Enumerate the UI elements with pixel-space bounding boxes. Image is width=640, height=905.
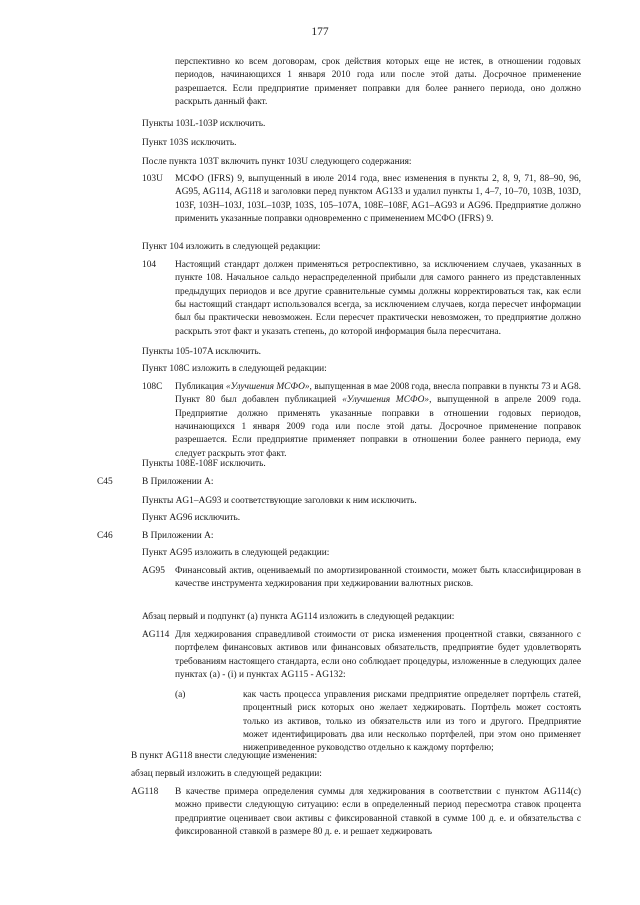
paragraph-label: 103U: [142, 174, 163, 184]
section-label: C45: [97, 477, 113, 487]
subparagraph-text: как часть процесса управления рисками предприятие определяет портфель статей, процентный риск которых оно желает хеджировать. Портфель может состоять только из активов, только из обязательств или из того и другого. Предприятие может идентифицировать два или несколько портфелей, при этом оно применяет нижеприведенное руководство отдельно к каждому портфелю;: [243, 690, 581, 754]
paragraph-label: 108C: [142, 382, 163, 392]
instruction-insert-103U: После пункта 103T включить пункт 103U следующего содержания:: [142, 157, 412, 167]
instruction-delete-103L-103P: Пункты 103L-103P исключить.: [142, 119, 266, 129]
section-text: В Приложении А:: [142, 477, 214, 487]
paragraph-continuation: перспективно ко всем договорам, срок действия которых еще не истек, в отношении годовых периодов, начинающихся 1 января 2010 года или после этой даты. Досрочное применение разрешается. Если предприятие применяет поправки для более раннего периода, оно должно раскрыть данный факт.: [175, 57, 581, 108]
paragraph-text: Финансовый актив, оцениваемый по амортизированной стоимости, может быть классифицирован в качестве инструмента хеджирования при хеджировании валютных рисков.: [175, 566, 581, 590]
instruction-delete-105-107A: Пункты 105-107A исключить.: [142, 347, 261, 357]
instruction-delete-103S: Пункт 103S исключить.: [142, 138, 237, 148]
instruction-delete-AG96: Пункт AG96 исключить.: [142, 513, 241, 523]
page-number: 177: [311, 26, 329, 38]
paragraph-text: МСФО (IFRS) 9, выпущенный в июле 2014 года, внес изменения в пункты 2, 8, 9, 71, 88–90, 96, AG95, AG114, AG118 и заголовки перед пунктом AG133 и удалил пункты 1, 4–7, 10–70, 103B, 103D, 103F, 103H–103J, 103L–103P, 103S, 105–107A, 108E–108F, AG1–AG93 и AG96. Предприятие должно применить указанные поправки одновременно с применением МСФО (IFRS) 9.: [175, 174, 581, 225]
subparagraph-label: (a): [175, 690, 186, 700]
paragraph-label: AG95: [142, 566, 165, 576]
instruction-AG95: Пункт AG95 изложить в следующей редакции:: [142, 548, 330, 558]
paragraph-text: Публикация «Улучшения МСФО», выпущенная в мае 2008 года, внесла поправки в пункты 73 и AG8. Пункт 80 был добавлен публикацией «Улучшения МСФО», выпущенной в апреле 2009 года. Предприятие должно применять указанные поправки в отношении годовых периодов, начинающихся 1 января 2009 года или после этой даты. Досрочное применение поправок разрешается. Если предприятие применяет поправки в отношении более раннего периода, ему следует раскрыть этот факт.: [175, 382, 581, 459]
instruction-delete-108E-108F: Пункты 108E-108F исключить.: [142, 459, 266, 469]
instruction-delete-AG1-AG93: Пункты AG1–AG93 и соответствующие заголовки к ним исключить.: [142, 496, 417, 506]
paragraph-label: AG118: [131, 787, 159, 797]
paragraph-text: В качестве примера определения суммы для хеджирования в соответствии с пунктом AG114(c) можно привести следующую ситуацию: если в определенный период пересмотра ставок процента предприятие оценивает свои активы с фиксированной ставкой в сумме 100 д. е. и обязательства с фиксированной ставкой в размере 80 д. е. и решает хеджировать: [175, 787, 581, 838]
section-label: C46: [97, 531, 113, 541]
paragraph-label: 104: [142, 260, 157, 270]
instruction-108C: Пункт 108C изложить в следующей редакции:: [142, 364, 327, 374]
instruction-104: Пункт 104 изложить в следующей редакции:: [142, 242, 321, 252]
paragraph-label: AG114: [142, 630, 170, 640]
instruction-AG118: В пункт AG118 внести следующие изменения:: [131, 751, 318, 761]
section-text: В Приложении А:: [142, 531, 214, 541]
instruction-AG118-first: абзац первый изложить в следующей редакции:: [131, 769, 322, 779]
instruction-AG114: Абзац первый и подпункт (a) пункта AG114 изложить в следующей редакции:: [142, 612, 455, 622]
paragraph-text: Для хеджирования справедливой стоимости от риска изменения процентной ставки, связанного с портфелем финансовых активов или финансовых обязательств, предприятие будет удовлетворять требованиям настоящего стандарта, если оно соблюдает процедуры, изложенные в следующих далее пунктах (a) - (i) и пунктах AG115 - AG132:: [175, 630, 581, 681]
paragraph-text: Настоящий стандарт должен применяться ретроспективно, за исключением случаев, указанных в пункте 108. Начальное сальдо нераспределенной прибыли для самого раннего из представленных предыдущих периодов и все другие сравнительные суммы должны корректироваться так, как если бы настоящий стандарт использовался всегда, за исключением случаев, когда пересчет информации был бы практически невозможен. Если пересчет практически невозможен, то предприятие должно раскрыть этот факт и указать степень, до которой информация была пересчитана.: [175, 260, 581, 337]
